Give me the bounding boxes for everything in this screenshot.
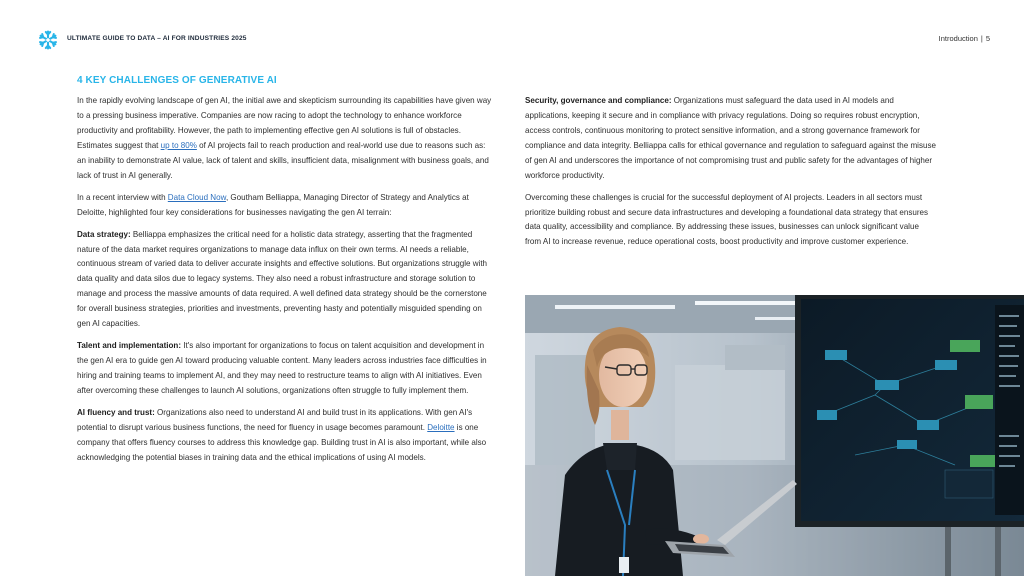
intro-text-start: In the rapidly evolving landscape of gen AI, the initial awe and skepticism surrounding its capabilities have given way to a pressing business imperative. Companies are now racing to adopt the technology to enhance workforce productivity and profitability. However, the path to implementing effective gen AI solutions is full of obstacles. Estimates suggest that [77,96,492,150]
page-locator [939,34,990,43]
page-header [38,30,990,52]
hero-photo [525,295,1024,576]
security-paragraph [525,94,937,183]
talent-paragraph [77,339,492,399]
conclusion-paragraph: Overcoming these challenges is crucial for the successful deployment of AI projects. Leaders in all sectors must prioritize building robust and secure data infrastructures and developing a foundational data strategy that ensures data quality, accessibility and compliance. By addressing these issues, businesses can unlock significant value from AI to increase revenue, reduce operational costs, boost productivity and improve customer experience. [525,192,929,247]
data-strategy-text: Belliappa emphasizes the critical need for a holistic data strategy, asserting that the fragmented nature of the data market requires organizations to manage data influx on their own terms. AI needs a reliable, continuous stream of varied data to deliver accurate insights and effective solutions. But organizations struggle with data quality and data silos due to legacy systems. They also need a robust infrastructure and storage solution to manage and process the massive amounts of data required. A well defined data strategy should be the cornerstone for overall business strategies, priorities and investments, preventing hasty and potentially misguided spending on gen AI capacities. [77,229,488,329]
intro-text-end: of AI projects fail to reach production and real-world use due to reasons such as: an inability to demonstrate AI value, lack of talent and skills, insufficient data, misalignment with business goals, and lack of trust in AI generally. [77,140,489,180]
security-label: Security, governance and compliance: [525,96,672,105]
interview-text-start: In a recent interview with [77,192,168,202]
talent-label: Talent and implementation: [77,341,182,351]
right-column [525,94,937,257]
intro-paragraph [77,94,492,183]
talent-text: It's also important for organizations to focus on talent acquisition and development in the gen AI era to guide gen AI toward producing valuable content. Many leaders across industries face difficulties in hiring and training teams to implement AI, and they may need to restructure teams to align with AI initiatives. Even after overcoming these challenges to launch AI solutions, organizations often struggle to fully implement them. [77,341,487,395]
fluency-text-end: is one company that offers fluency courses to address this knowledge gap. Building trust in AI is also important, while also acknowledging the potential biases in training data and the ethical implications of using AI models. [77,422,487,462]
section-name: Introduction [938,34,978,43]
left-column [77,94,492,473]
fluency-text-start: Organizations also need to understand AI and build trust in its applications. With gen AI's potential to disrupt various business functions, the need for fluency in usage becomes paramount. [77,407,473,432]
up-to-80-percent-link[interactable]: up to 80% [160,140,197,150]
woman-with-laptop-illustration [525,295,1024,576]
fluency-label: AI fluency and trust: [77,407,155,417]
interview-paragraph [77,191,492,221]
snowflake-icon [38,30,58,50]
page-number: 5 [985,34,990,43]
document-title: ULTIMATE GUIDE TO DATA – AI FOR INDUSTRIES 2025 [67,35,247,42]
header-separator: | [980,34,983,43]
deloitte-link[interactable]: Deloitte [427,422,455,432]
interview-text-end: , Goutham Belliappa, Managing Director of Strategy and Analytics at Deloitte, highlighted four key considerations for businesses navigating the gen AI terrain: [77,192,469,217]
data-cloud-now-link[interactable]: Data Cloud Now [167,192,226,202]
data-strategy-paragraph [77,228,492,332]
section-heading: 4 KEY CHALLENGES OF GENERATIVE AI [77,75,277,86]
fluency-paragraph [77,406,492,466]
security-text: Organizations must safeguard the data used in AI models and applications, keeping it secure and in compliance with privacy regulations. Doing so requires robust encryption, access controls, continuous monitoring to protect sensitive information, and a strong governance framework for compliance and data integrity. Belliappa calls for ethical governance and regulation to safeguard against the misuse of gen AI and underscores the importance of not compromising trust and public safety for the advantages of higher workforce productivity. [525,96,936,180]
data-strategy-label: Data strategy: [77,229,131,239]
